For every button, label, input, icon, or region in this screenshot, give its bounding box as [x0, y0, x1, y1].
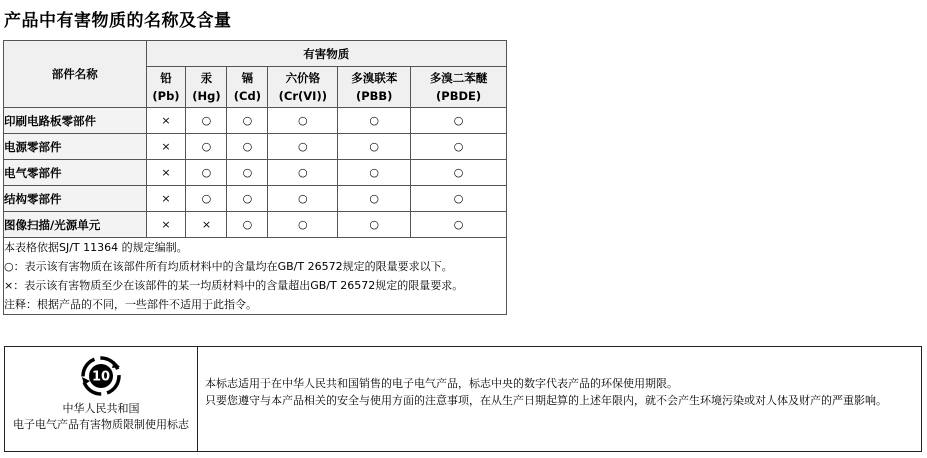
notes-row [4, 238, 507, 315]
recycle-period-logo-icon [80, 355, 122, 397]
label-description [205, 375, 921, 409]
substance-name: 镉 [241, 71, 254, 85]
logo-caption-title: 电子电气产品有害物质限制使用标志 [13, 418, 189, 431]
substance-name: 汞 [200, 71, 213, 85]
substance-header [227, 67, 268, 108]
substance-header [338, 67, 411, 108]
mark-cell: × [146, 186, 186, 212]
mark-cell: ○ [268, 134, 338, 160]
table-row [4, 134, 507, 160]
substance-symbol: (Cd) [233, 89, 261, 103]
substance-symbol: (PBDE) [436, 89, 482, 103]
substance-symbol: (Cr(VI)) [278, 89, 327, 103]
mark-cell: × [146, 212, 186, 238]
mark-cell: ○ [338, 134, 411, 160]
substance-name: 铅 [160, 71, 172, 85]
mark-cell: ○ [411, 160, 507, 186]
description-line: 本标志适用于在中华人民共和国销售的电子电气产品，标志中央的数字代表产品的环保使用期限。 [205, 377, 678, 390]
mark-cell: ○ [186, 160, 227, 186]
part-name-cell: 印刷电路板零部件 [4, 108, 147, 134]
mark-cell: ○ [268, 160, 338, 186]
mark-cell: ○ [227, 186, 268, 212]
part-name-cell: 电源零部件 [4, 134, 147, 160]
mark-cell: ○ [411, 212, 507, 238]
substance-header [411, 67, 507, 108]
table-row [4, 212, 507, 238]
mark-cell: ○ [227, 212, 268, 238]
mark-cell: ○ [338, 108, 411, 134]
mark-cell: ○ [411, 134, 507, 160]
logo-caption-country: 中华人民共和国 [62, 402, 140, 415]
note-line: ○：表示该有害物质在该部件所有均质材料中的含量均在GB/T 26572规定的限量要求以下。 [4, 260, 453, 273]
table-row [4, 186, 507, 212]
mark-cell: × [146, 160, 186, 186]
note-line: 本表格依据SJ/T 11364 的规定编制。 [4, 241, 188, 254]
mark-cell: ○ [338, 160, 411, 186]
part-name-header: 部件名称 [4, 41, 147, 108]
mark-cell: × [146, 108, 186, 134]
note-line: 注释：根据产品的不同，一些部件不适用于此指令。 [4, 298, 257, 311]
table-row [4, 108, 507, 134]
mark-cell: × [186, 212, 227, 238]
substance-symbol: (PBB) [355, 89, 393, 103]
mark-cell: ○ [227, 134, 268, 160]
mark-cell: ○ [227, 160, 268, 186]
mark-cell: ○ [268, 108, 338, 134]
substance-header [186, 67, 227, 108]
part-name-cell: 电气零部件 [4, 160, 147, 186]
environmental-label-box [4, 346, 922, 452]
mark-cell: × [146, 134, 186, 160]
part-name-cell: 结构零部件 [4, 186, 147, 212]
mark-cell: ○ [227, 108, 268, 134]
table-notes [4, 238, 507, 315]
mark-cell: ○ [268, 186, 338, 212]
substance-header [146, 67, 186, 108]
mark-cell: ○ [411, 186, 507, 212]
note-line: ×：表示该有害物质至少在该部件的某一均质材料中的含量超出GB/T 26572规定的限量要求。 [4, 279, 464, 292]
substance-symbol: (Hg) [192, 89, 221, 103]
substance-symbol: (Pb) [152, 89, 180, 103]
substance-name: 多溴二苯醚 [429, 71, 488, 85]
logo-cell [5, 347, 198, 451]
substance-name: 六价铬 [285, 71, 321, 85]
mark-cell: ○ [186, 108, 227, 134]
part-name-cell: 图像扫描/光源单元 [4, 212, 147, 238]
mark-cell: ○ [411, 108, 507, 134]
table-row [4, 160, 507, 186]
mark-cell: ○ [338, 186, 411, 212]
description-line: 只要您遵守与本产品相关的安全与使用方面的注意事项，在从生产日期起算的上述年限内，就不会产生环境污染或对人体及财产的严重影响。 [205, 394, 887, 407]
substance-group-header: 有害物质 [146, 41, 506, 67]
substance-name: 多溴联苯 [351, 71, 398, 85]
mark-cell: ○ [338, 212, 411, 238]
mark-cell: ○ [268, 212, 338, 238]
substance-header [268, 67, 338, 108]
mark-cell: ○ [186, 186, 227, 212]
mark-cell: ○ [186, 134, 227, 160]
page-title: 产品中有害物质的名称及含量 [4, 11, 232, 31]
logo-number: 10 [91, 369, 111, 385]
hazardous-substance-table [3, 40, 507, 315]
